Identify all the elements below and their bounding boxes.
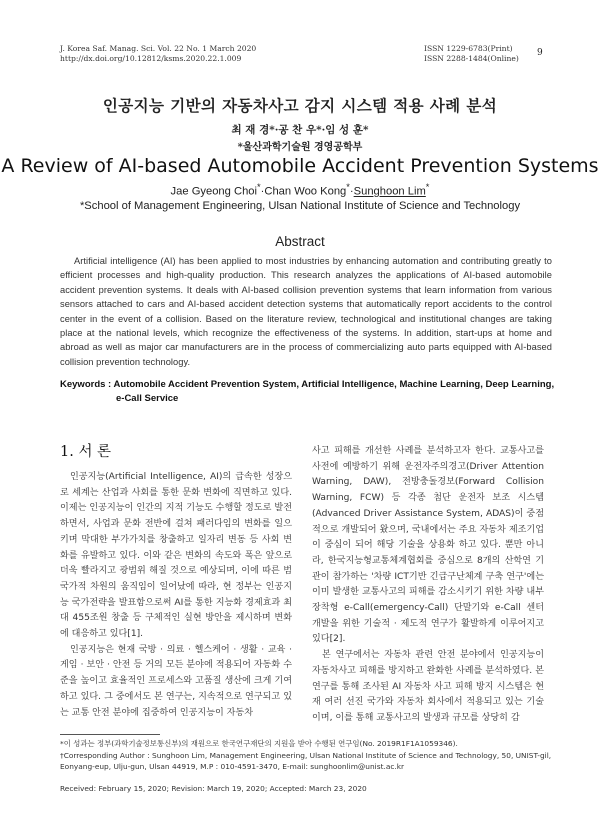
funding-footnote: *이 성과는 정부(과학기술정보통신부)의 재원으로 한국연구재단의 지원을 받아 수행된 연구임(No. 2019R1F1A1059346). (60, 739, 458, 748)
corresponding-author-footnote: †Corresponding Author : Sunghoon Lim, Management Engineering, Ulsan National Institute of Science and Technology, 50, UNIST-gil, Eonyang-eup, Ulju-gun, Ulsan 44919, M.P : 010-4591-3470, E-mail: sunghoonlim@unist.ac.kr (60, 751, 552, 771)
paragraph: 인공지능(Artificial Intelligence, AI)의 급속한 성장으로 세계는 산업과 사회를 통한 문화 변화에 직면하고 있다. 이제는 인공지능이 인간의 지적 기능도 수행할 정도로 발전하면서, 사업과 문화 전반에 걸쳐 패러다임의 변화를 일으키며 막대한 부가가치를 창출하고 일자리 변동 등 사회 변화를 유발하고 있다. 이와 같은 변화의 속도와 폭은 앞으로 더욱 빨라지고 광범위 해질 것으로 예상되며, 이에 따른 범국가적 차원의 움직임이 일어났에 따라, 현 정부는 인공지능 국가전략을 발표함으로써 AI를 통한 지능화 경제효과 최대 455조원 창출 등 구체적인 실현 방안을 제시하며 변화에 대응하고 있다[1]. (60, 472, 292, 640)
journal-citation: J. Korea Saf. Manag. Sci. Vol. 22 No. 1 March 2020 (60, 44, 257, 53)
english-title: A Review of AI-based Automobile Accident Prevention Systems (1, 155, 599, 177)
issn-print: ISSN 1229-6783(Print) (424, 44, 513, 53)
issn-block (424, 44, 519, 64)
english-authors (0, 182, 600, 198)
page-number: 9 (537, 48, 543, 58)
author-kong: ·Chan Woo Kong (260, 185, 347, 198)
korean-authors: 최 재 경*·공 찬 우*·임 성 훈* (231, 124, 369, 136)
english-affiliation: *School of Management Engineering, Ulsan National Institute of Science and Technology (79, 200, 521, 212)
issn-online: ISSN 2288-1484(Online) (424, 54, 519, 63)
paragraph: 인공지능은 현재 국방 · 의료 · 헬스케어 · 생활 · 교육 · 게임 · 보안 · 안전 등 거의 모든 분야에 적용되어 자동화 수준을 높이고 효율적인 프로세스와 고품질 생산에 크게 기여하고 있다. 그 중에서도 본 연구는, 지속적으로 연구되고 있는 교통 안전 분야에 집중하여 인공지능이 자동차 (60, 644, 292, 718)
keywords-line-1: Automobile Accident Prevention System, Artificial Intelligence, Machine Learning, Deep Learning, (113, 379, 555, 390)
doi-link[interactable]: http://dx.doi.org/10.12812/ksms.2020.22.1.009 (60, 54, 242, 63)
keywords-line-2: e-Call Service (116, 393, 179, 404)
right-column (312, 444, 544, 727)
abstract-heading: Abstract (275, 234, 325, 249)
author-mark: * (425, 182, 430, 192)
abstract-text: Artificial intelligence (AI) has been applied to most industries by enhancing automation and contributing greatly to efficient processes and high-quality production. This research analyzes the applications of AI-based automobile accident prevention systems. It deals with AI-based collision prevention systems that learn information from various sensors attached to cars and AI-based accident detection systems that automatically report accidents to the control center in the event of a collision. Based on the literature review, technological and institutional changes are taking place at the national levels, which recognize the effectiveness of the systems. In addition, start-ups at home and abroad as well as major car manufacturers are in the process of commercializing auto parts equipped with AI-based collision prevention technology. (60, 256, 552, 367)
author-choi: Jae Gyeong Choi (170, 185, 257, 198)
left-column (60, 470, 292, 721)
section-heading: 1. 서 론 (60, 444, 112, 460)
author-mark: * (257, 182, 261, 192)
keywords (60, 378, 560, 406)
korean-affiliation: *울산과학기술원 경영공학부 (237, 142, 363, 153)
paragraph: 본 연구에서는 자동차 관련 안전 분야에서 인공지능이 자동차사고 피해를 방지하고 완화한 사례를 분석하였다. 본 연구를 통해 조사된 AI 자동차 사고 피해 방지 시스템은 현재 여러 선진 국가와 자동차 회사에서 적용되고 있는 기술이며, 이를 통해 교통사고의 발생과 규모를 상당히 감 (312, 650, 544, 723)
paragraph: 사고 피해를 개선한 사례를 분석하고자 한다. 교통사고를 사전에 예방하기 위해 운전자주의경고(Driver Attention Warning, DAW), 전방충돌경보(Forward Collision Warning, FCW) 등 각종 첨단 운전자 보조 시스템(Advanced Driver Assistance System, ADAS)이 중점적으로 개발되어 왔으며, 국내에서는 주요 자동차 제조기업이 중심이 되어 해당 기술을 상용화 하고 있다. 뿐만 아니라, 한국지능형교통체계협회를 중심으로 8개의 산학연 기관이 참가하는 '차량 ICT기반 긴급구난체계 구축 연구'에는 이미 발생한 교통사고의 피해를 감소시키기 위한 차량 내부 장착형 e-Call(emergency-Call) 단말기와 e-Call 센터 개발을 위한 기술적 · 제도적 연구가 활발하게 이루어지고 있다[2]. (312, 446, 544, 645)
korean-title: 인공지능 기반의 자동차사고 감지 시스템 적용 사례 분석 (102, 96, 498, 115)
keywords-label: Keywords : (60, 379, 114, 390)
author-mark: * (346, 182, 350, 192)
footnote-divider (60, 734, 160, 735)
received-dates: Received: February 15, 2020; Revision: March 19, 2020; Accepted: March 23, 2020 (60, 784, 367, 793)
journal-header (60, 44, 256, 64)
author-separator: · (349, 185, 354, 198)
author-lim: Sunghoon Lim (353, 185, 426, 198)
